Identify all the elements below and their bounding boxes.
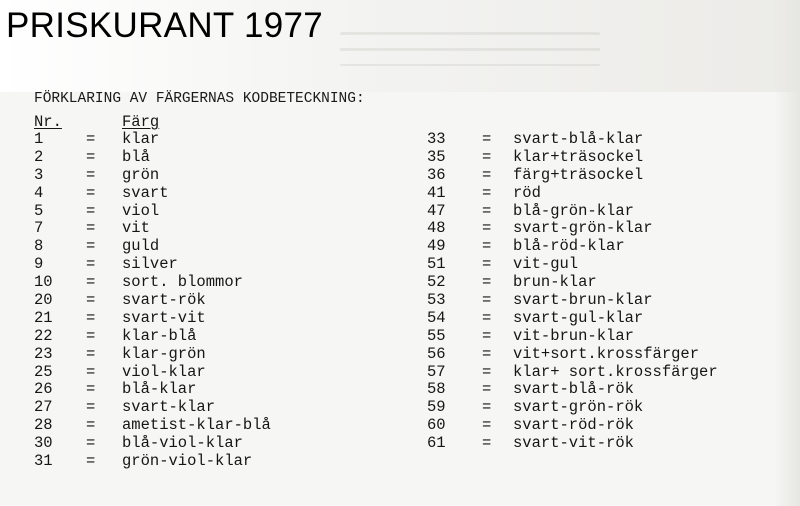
equals-sign: = xyxy=(86,434,96,453)
header-nr: Nr. xyxy=(34,113,62,131)
color-name: silver xyxy=(122,255,178,274)
code-number: 23 xyxy=(34,344,53,363)
code-number: 33 xyxy=(427,130,446,148)
color-name: blå-röd-klar xyxy=(513,237,625,256)
code-number: 55 xyxy=(427,326,446,345)
code-number: 51 xyxy=(427,255,446,274)
equals-sign: = xyxy=(86,219,96,238)
equals-sign: = xyxy=(86,255,96,274)
equals-sign: = xyxy=(482,398,492,417)
color-name: svart-blå-rök xyxy=(513,380,634,399)
header-color: Färg xyxy=(122,113,160,131)
equals-sign: = xyxy=(482,165,492,184)
color-name: svart-blå-klar xyxy=(513,130,644,148)
equals-sign: = xyxy=(482,308,492,327)
color-name: vit-brun-klar xyxy=(513,326,634,345)
equals-sign: = xyxy=(86,147,96,166)
equals-sign: = xyxy=(86,344,96,363)
code-number: 49 xyxy=(427,237,446,256)
document-heading: FÖRKLARING AV FÄRGERNAS KODBETECKNING: xyxy=(34,91,365,107)
code-number: 58 xyxy=(427,380,446,399)
color-name: vit+sort.krossfärger xyxy=(513,344,700,363)
equals-sign: = xyxy=(86,183,96,202)
equals-sign: = xyxy=(86,452,96,471)
color-name: svart-gul-klar xyxy=(513,308,644,327)
code-number: 47 xyxy=(427,201,446,220)
equals-sign: = xyxy=(482,237,492,256)
equals-sign: = xyxy=(482,130,492,148)
code-number: 9 xyxy=(34,255,44,274)
code-number: 31 xyxy=(34,452,53,471)
equals-sign: = xyxy=(86,380,96,399)
equals-sign: = xyxy=(482,416,492,435)
color-name: svart-grön-rök xyxy=(513,398,644,417)
equals-sign: = xyxy=(86,130,96,148)
color-name: vit-gul xyxy=(513,255,579,274)
scan-edge-shadow xyxy=(774,0,800,506)
equals-sign: = xyxy=(482,326,492,345)
equals-sign: = xyxy=(86,416,96,435)
color-name: brun-klar xyxy=(513,273,597,292)
code-number: 10 xyxy=(34,273,53,292)
code-number: 5 xyxy=(34,201,44,220)
code-number: 7 xyxy=(34,219,44,238)
color-name: blå-grön-klar xyxy=(513,201,634,220)
code-number: 30 xyxy=(34,434,53,453)
equals-sign: = xyxy=(86,201,96,220)
equals-sign: = xyxy=(86,308,96,327)
equals-sign: = xyxy=(482,273,492,292)
code-number: 61 xyxy=(427,434,446,453)
equals-sign: = xyxy=(86,291,96,310)
color-name: svart-grön-klar xyxy=(513,219,653,238)
code-number: 36 xyxy=(427,165,446,184)
color-name: svart-rök xyxy=(122,291,206,310)
equals-sign: = xyxy=(482,183,492,202)
equals-sign: = xyxy=(482,219,492,238)
color-name: vit xyxy=(122,219,150,238)
code-number: 54 xyxy=(427,308,446,327)
color-name: blå-klar xyxy=(122,380,197,399)
color-name: viol xyxy=(122,201,160,220)
equals-sign: = xyxy=(86,237,96,256)
color-name: klar-blå xyxy=(122,326,197,345)
equals-sign: = xyxy=(482,255,492,274)
color-name: svart xyxy=(122,183,169,202)
equals-sign: = xyxy=(482,380,492,399)
equals-sign: = xyxy=(482,201,492,220)
color-name: ametist-klar-blå xyxy=(122,416,271,435)
color-name: svart-klar xyxy=(122,398,216,417)
color-name: grön xyxy=(122,165,160,184)
color-name: klar xyxy=(122,130,160,148)
code-number: 21 xyxy=(34,308,53,327)
equals-sign: = xyxy=(482,434,492,453)
code-number: 41 xyxy=(427,183,446,202)
equals-sign: = xyxy=(86,165,96,184)
code-number: 59 xyxy=(427,398,446,417)
code-number: 1 xyxy=(34,130,44,148)
color-name: klar-grön xyxy=(122,344,206,363)
equals-sign: = xyxy=(86,362,96,381)
code-number: 48 xyxy=(427,219,446,238)
code-number: 22 xyxy=(34,326,53,345)
color-name: svart-brun-klar xyxy=(513,291,653,310)
equals-sign: = xyxy=(482,291,492,310)
color-name: sort. blommor xyxy=(122,273,243,292)
color-name: röd xyxy=(513,183,541,202)
code-number: 27 xyxy=(34,398,53,417)
code-number: 26 xyxy=(34,380,53,399)
color-name: färg+träsockel xyxy=(513,165,644,184)
code-number: 57 xyxy=(427,362,446,381)
code-number: 20 xyxy=(34,291,53,310)
color-name: svart-vit xyxy=(122,308,206,327)
equals-sign: = xyxy=(86,273,96,292)
code-number: 4 xyxy=(34,183,44,202)
code-number: 52 xyxy=(427,273,446,292)
code-number: 3 xyxy=(34,165,44,184)
page-title: PRISKURANT 1977 xyxy=(6,6,324,45)
color-name: grön-viol-klar xyxy=(122,452,253,471)
color-name: klar+träsockel xyxy=(513,147,644,166)
faint-bleed-through xyxy=(340,32,600,66)
color-name: svart-vit-rök xyxy=(513,434,634,453)
code-number: 2 xyxy=(34,147,44,166)
color-name: blå xyxy=(122,147,150,166)
code-number: 8 xyxy=(34,237,44,256)
code-number: 25 xyxy=(34,362,53,381)
color-name: guld xyxy=(122,237,160,256)
code-number: 35 xyxy=(427,147,446,166)
equals-sign: = xyxy=(482,362,492,381)
code-number: 60 xyxy=(427,416,446,435)
equals-sign: = xyxy=(482,147,492,166)
color-name: klar+ sort.krossfärger xyxy=(513,362,718,381)
color-name: blå-viol-klar xyxy=(122,434,243,453)
color-name: svart-röd-rök xyxy=(513,416,634,435)
equals-sign: = xyxy=(86,326,96,345)
code-number: 56 xyxy=(427,344,446,363)
color-name: viol-klar xyxy=(122,362,206,381)
code-number: 53 xyxy=(427,291,446,310)
equals-sign: = xyxy=(86,398,96,417)
equals-sign: = xyxy=(482,344,492,363)
code-number: 28 xyxy=(34,416,53,435)
